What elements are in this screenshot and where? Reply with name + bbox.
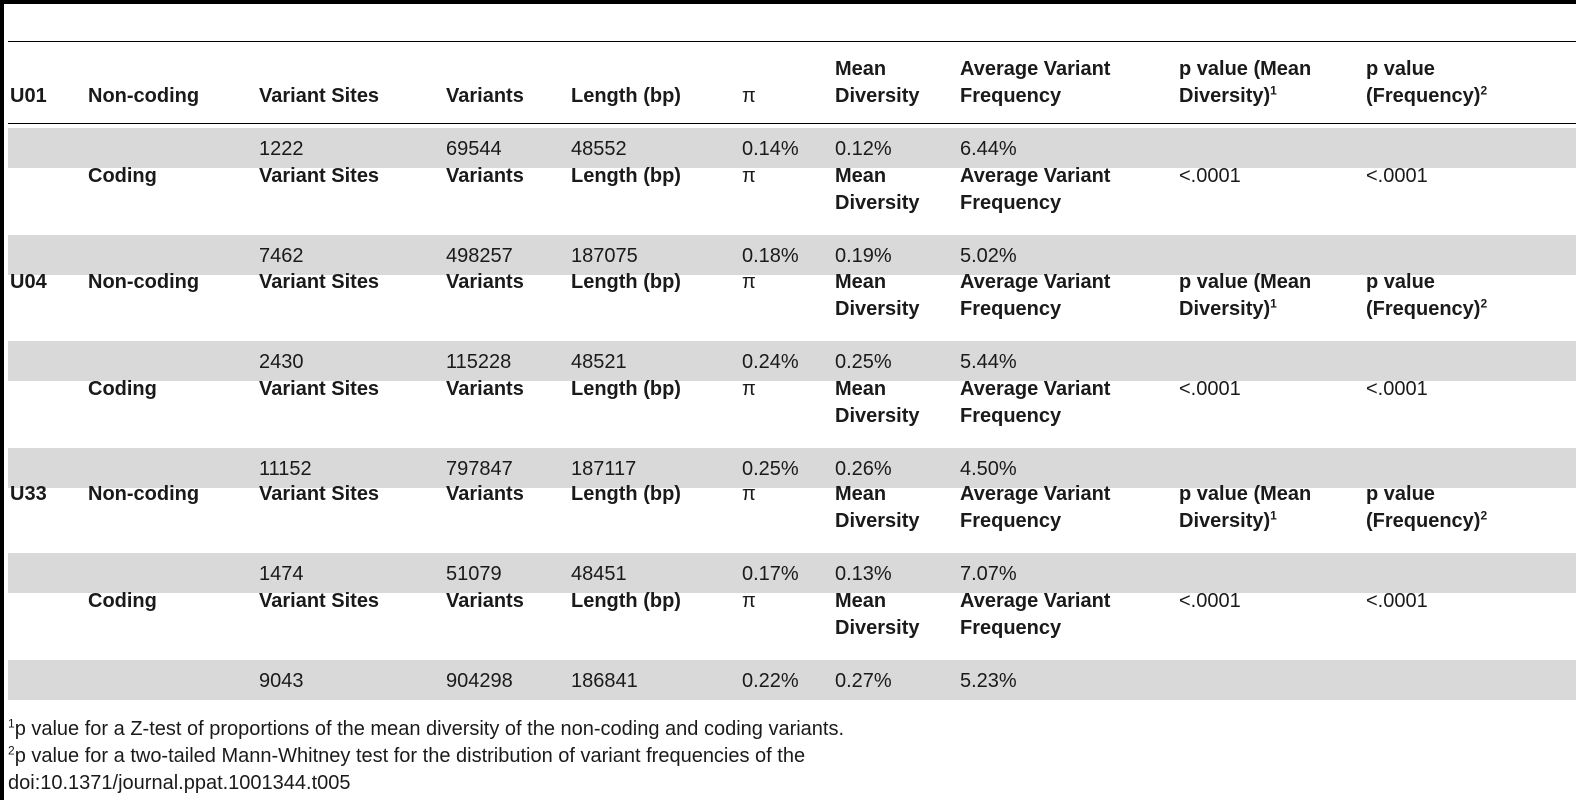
sample-2-noncoding-header-variants xyxy=(446,481,524,508)
sample-2-coding-header-mean-line2-text: Diversity xyxy=(835,617,920,639)
sample-1-noncoding-header-avg-line2-text: Frequency xyxy=(960,298,1062,320)
sample-0-noncoding-data-variants-text: 69544 xyxy=(446,138,502,160)
sample-1-coding-header-avg-line2 xyxy=(960,403,1061,430)
sample-0-noncoding-data-avg xyxy=(960,136,1017,163)
sample-0-noncoding-header-mean-line2-text: Diversity xyxy=(835,85,920,107)
sample-2-noncoding-data-avg xyxy=(960,561,1017,588)
sample-0-coding-header-length xyxy=(571,163,681,190)
sample-1-noncoding-data-avg xyxy=(960,349,1017,376)
sample-2-noncoding-header-length-text: Length (bp) xyxy=(571,483,681,505)
sample-0-noncoding-data-avg-text: 6.44% xyxy=(960,138,1017,160)
sample-2-noncoding-data-pi-text: 0.17% xyxy=(742,563,799,585)
doi-text: doi:10.1371/journal.ppat.1001344.t005 xyxy=(8,772,351,794)
sample-2-noncoding-header-avg-line2 xyxy=(960,508,1061,535)
sample-1-coding-header-avg-line1 xyxy=(960,376,1110,403)
sample-0-p-mean-value xyxy=(1179,163,1241,190)
sample-1-coding-header-pi xyxy=(742,376,756,403)
sample-2-coding-data-variants-text: 904298 xyxy=(446,670,513,692)
sample-0-noncoding-header-pmean-line1 xyxy=(1179,56,1311,83)
sample-0-noncoding-header-pfreq-line1-text: p value xyxy=(1366,58,1435,80)
sample-2-coding-data-mean-text: 0.27% xyxy=(835,670,892,692)
sample-1-label-text: U04 xyxy=(10,271,47,293)
sample-0-noncoding-header-mean-line1-text: Mean xyxy=(835,58,887,80)
sample-1-coding-header-avg-line1-text: Average Variant xyxy=(960,378,1111,400)
sample-2-noncoding-data-mean-text: 0.13% xyxy=(835,563,892,585)
sample-1-noncoding-data-length xyxy=(571,349,627,376)
sample-0-noncoding-header-pmean-line1-text: p value (Mean xyxy=(1179,58,1312,80)
footnote-1-marker: 1 xyxy=(8,716,15,731)
sample-0-coding-header-pi-text: π xyxy=(742,165,756,187)
sample-1-noncoding-header-mean-line1-text: Mean xyxy=(835,271,887,293)
sample-1-noncoding-header-mean-line1 xyxy=(835,269,886,296)
sample-2-noncoding-label-text: Non-coding xyxy=(88,483,200,505)
sample-1-coding-data-mean xyxy=(835,456,892,483)
sample-0-noncoding-header-length xyxy=(571,83,681,110)
sample-1-noncoding-header-length xyxy=(571,269,681,296)
sample-0-noncoding-header-pfreq-line2 xyxy=(1366,83,1487,110)
sample-2-coding-label-text: Coding xyxy=(88,590,157,612)
sample-2-noncoding-header-pi xyxy=(742,481,756,508)
sample-0-p-mean-value-text: <.0001 xyxy=(1179,165,1241,187)
sample-0-label-text: U01 xyxy=(10,85,47,107)
sample-1-noncoding-header-avg-line2 xyxy=(960,296,1061,323)
sample-0-coding-header-avg-line1-text: Average Variant xyxy=(960,165,1111,187)
sample-2-coding-data-pi xyxy=(742,668,799,695)
sample-2-noncoding-header-avg-line1-text: Average Variant xyxy=(960,483,1111,505)
sample-1-noncoding-data-sites-text: 2430 xyxy=(259,351,304,373)
sample-0-coding-data-mean-text: 0.19% xyxy=(835,245,892,267)
sample-1-coding-header-variant-sites-text: Variant Sites xyxy=(259,378,380,400)
sample-1-coding-data-mean-text: 0.26% xyxy=(835,458,892,480)
sample-1-noncoding-header-variants-text: Variants xyxy=(446,271,524,293)
sample-0-p-freq-value-text: <.0001 xyxy=(1366,165,1428,187)
sample-2-label-text: U33 xyxy=(10,483,47,505)
sample-2-coding-data-avg xyxy=(960,668,1017,695)
sample-2-noncoding-header-avg-line2-text: Frequency xyxy=(960,510,1062,532)
sample-2-noncoding-header-variants-text: Variants xyxy=(446,483,524,505)
sample-2-noncoding-header-mean-line1 xyxy=(835,481,886,508)
sample-1-coding-header-variants xyxy=(446,376,524,403)
sample-1-coding-header-mean-line1 xyxy=(835,376,886,403)
sample-1-coding-data-variants xyxy=(446,456,513,483)
sample-0-coding-header-avg-line1 xyxy=(960,163,1110,190)
sample-1-coding-header-variant-sites xyxy=(259,376,379,403)
sample-1-coding-data-pi xyxy=(742,456,799,483)
sample-1-noncoding-data-sites xyxy=(259,349,304,376)
sample-2-noncoding-data-sites-text: 1474 xyxy=(259,563,304,585)
sample-2-coding-header-length-text: Length (bp) xyxy=(571,590,681,612)
sample-2-noncoding-header-pmean-line1 xyxy=(1179,481,1311,508)
sample-0-noncoding-header-variants-text: Variants xyxy=(446,85,524,107)
sample-0-noncoding-label-text: Non-coding xyxy=(88,85,200,107)
sample-1-noncoding-header-pfreq-line2-footnote-marker: 2 xyxy=(1480,296,1488,311)
sample-2-noncoding-label xyxy=(88,481,199,508)
sample-1-coding-header-pi-text: π xyxy=(742,378,756,400)
sample-1-noncoding-header-pmean-line1 xyxy=(1179,269,1311,296)
sample-1-coding-header-mean-line2-text: Diversity xyxy=(835,405,920,427)
sample-2-coding-data-sites-text: 9043 xyxy=(259,670,304,692)
sample-2-noncoding-data-pi xyxy=(742,561,799,588)
sample-2-noncoding-header-pfreq-line2-text: (Frequency) xyxy=(1366,510,1481,532)
sample-0-coding-header-length-text: Length (bp) xyxy=(571,165,681,187)
sample-0-coding-data-variants xyxy=(446,243,513,270)
sample-1-noncoding-header-avg-line1 xyxy=(960,269,1110,296)
sample-1-p-mean-value-text: <.0001 xyxy=(1179,378,1241,400)
sample-1-noncoding-header-variants xyxy=(446,269,524,296)
sample-0-coding-data-avg xyxy=(960,243,1017,270)
sample-1-noncoding-header-mean-line2-text: Diversity xyxy=(835,298,920,320)
sample-2-noncoding-header-avg-line1 xyxy=(960,481,1110,508)
sample-2-coding-header-pi xyxy=(742,588,756,615)
sample-2-noncoding-data-variants-text: 51079 xyxy=(446,563,502,585)
sample-0-coding-label xyxy=(88,163,157,190)
sample-0-noncoding-header-avg-line1-text: Average Variant xyxy=(960,58,1111,80)
footnote-1-text: p value for a Z-test of proportions of the mean diversity of the non-coding and coding variants. xyxy=(14,718,845,740)
sample-0-coding-label-text: Coding xyxy=(88,165,157,187)
sample-0-coding-header-variant-sites xyxy=(259,163,379,190)
sample-0-coding-header-variant-sites-text: Variant Sites xyxy=(259,165,380,187)
sample-1-coding-data-variants-text: 797847 xyxy=(446,458,513,480)
sample-0-noncoding-header-avg-line2 xyxy=(960,83,1061,110)
sample-0-noncoding-header-variant-sites xyxy=(259,83,379,110)
sample-2-p-freq-value-text: <.0001 xyxy=(1366,590,1428,612)
sample-0-coding-data-pi xyxy=(742,243,799,270)
sample-2-label xyxy=(10,481,47,508)
sample-2-noncoding-header-variant-sites xyxy=(259,481,379,508)
sample-2-noncoding-header-variant-sites-text: Variant Sites xyxy=(259,483,380,505)
sample-0-noncoding-header-variants xyxy=(446,83,524,110)
sample-0-noncoding-data-variants xyxy=(446,136,502,163)
sample-1-noncoding-data-avg-text: 5.44% xyxy=(960,351,1017,373)
sample-2-noncoding-header-mean-line1-text: Mean xyxy=(835,483,887,505)
sample-0-noncoding-data-mean xyxy=(835,136,892,163)
sample-1-coding-data-avg xyxy=(960,456,1017,483)
sample-2-noncoding-data-avg-text: 7.07% xyxy=(960,563,1017,585)
sample-2-noncoding-header-pmean-line2 xyxy=(1179,508,1277,535)
sample-2-p-freq-value xyxy=(1366,588,1428,615)
sample-2-noncoding-header-mean-line2 xyxy=(835,508,920,535)
sample-1-noncoding-label-text: Non-coding xyxy=(88,271,200,293)
sample-1-noncoding-header-pmean-line2-text: Diversity) xyxy=(1179,298,1271,320)
sample-0-noncoding-header-mean-line2 xyxy=(835,83,920,110)
sample-0-noncoding-header-pmean-line2-text: Diversity) xyxy=(1179,85,1271,107)
sample-2-noncoding-header-mean-line2-text: Diversity xyxy=(835,510,920,532)
sample-1-noncoding-data-mean xyxy=(835,349,892,376)
sample-0-coding-data-sites-text: 7462 xyxy=(259,245,304,267)
header-rule xyxy=(8,123,1576,124)
sample-1-noncoding-header-pi-text: π xyxy=(742,271,756,293)
sample-2-coding-header-pi-text: π xyxy=(742,590,756,612)
sample-1-noncoding-label xyxy=(88,269,199,296)
sample-0-coding-header-avg-line2-text: Frequency xyxy=(960,192,1062,214)
sample-0-label xyxy=(10,83,47,110)
sample-1-noncoding-data-variants-text: 115228 xyxy=(446,351,512,373)
sample-2-coding-header-variant-sites xyxy=(259,588,379,615)
sample-1-noncoding-header-mean-line2 xyxy=(835,296,920,323)
footnote-2-text: p value for a two-tailed Mann-Whitney test for the distribution of variant frequencies of the xyxy=(14,745,806,767)
sample-2-noncoding-header-pfreq-line2-footnote-marker: 2 xyxy=(1480,508,1488,523)
sample-0-coding-data-variants-text: 498257 xyxy=(446,245,513,267)
sample-2-noncoding-header-length xyxy=(571,481,681,508)
sample-1-coding-header-length-text: Length (bp) xyxy=(571,378,681,400)
sample-2-coding-label xyxy=(88,588,157,615)
sample-0-noncoding-data-pi xyxy=(742,136,799,163)
sample-1-coding-data-length-text: 187117 xyxy=(571,458,637,480)
sample-2-noncoding-header-pi-text: π xyxy=(742,483,756,505)
sample-1-label xyxy=(10,269,47,296)
sample-1-coding-data-avg-text: 4.50% xyxy=(960,458,1017,480)
sample-2-coding-data-pi-text: 0.22% xyxy=(742,670,799,692)
sample-0-noncoding-header-pi-text: π xyxy=(742,85,756,107)
sample-2-coding-header-mean-line1 xyxy=(835,588,886,615)
sample-0-noncoding-header-mean-line1 xyxy=(835,56,886,83)
sample-2-noncoding-data-variants xyxy=(446,561,502,588)
sample-1-coding-data-sites xyxy=(259,456,312,483)
sample-2-coding-header-variant-sites-text: Variant Sites xyxy=(259,590,380,612)
sample-0-noncoding-data-sites xyxy=(259,136,304,163)
sample-2-p-mean-value-text: <.0001 xyxy=(1179,590,1241,612)
sample-1-coding-data-pi-text: 0.25% xyxy=(742,458,799,480)
sample-0-coding-header-mean-line2 xyxy=(835,190,920,217)
sample-2-noncoding-data-mean xyxy=(835,561,892,588)
sample-0-coding-data-length-text: 187075 xyxy=(571,245,638,267)
sample-1-coding-label-text: Coding xyxy=(88,378,157,400)
sample-1-p-freq-value xyxy=(1366,376,1428,403)
sample-0-coding-header-mean-line1 xyxy=(835,163,886,190)
sample-2-noncoding-header-pfreq-line1-text: p value xyxy=(1366,483,1435,505)
footnote-2-marker: 2 xyxy=(8,743,15,758)
sample-1-p-freq-value-text: <.0001 xyxy=(1366,378,1428,400)
sample-0-noncoding-header-pmean-line2 xyxy=(1179,83,1277,110)
sample-2-coding-header-mean-line1-text: Mean xyxy=(835,590,887,612)
sample-0-coding-header-mean-line1-text: Mean xyxy=(835,165,887,187)
sample-1-noncoding-data-length-text: 48521 xyxy=(571,351,627,373)
sample-0-p-freq-value xyxy=(1366,163,1428,190)
sample-0-coding-header-variants xyxy=(446,163,524,190)
sample-1-coding-header-variants-text: Variants xyxy=(446,378,524,400)
sample-2-noncoding-header-pmean-line2-footnote-marker: 1 xyxy=(1270,508,1277,523)
sample-2-coding-header-mean-line2 xyxy=(835,615,920,642)
sample-2-noncoding-header-pmean-line2-text: Diversity) xyxy=(1179,510,1271,532)
sample-2-coding-header-avg-line1 xyxy=(960,588,1110,615)
sample-0-noncoding-header-length-text: Length (bp) xyxy=(571,85,681,107)
sample-2-coding-data-length xyxy=(571,668,638,695)
sample-2-noncoding-header-pfreq-line2 xyxy=(1366,508,1487,535)
sample-1-noncoding-header-pfreq-line2 xyxy=(1366,296,1487,323)
sample-2-coding-header-variants-text: Variants xyxy=(446,590,524,612)
sample-1-noncoding-header-variant-sites xyxy=(259,269,379,296)
sample-0-coding-header-avg-line2 xyxy=(960,190,1061,217)
sample-2-noncoding-data-sites xyxy=(259,561,304,588)
footnote-2 xyxy=(8,743,805,770)
sample-0-noncoding-header-pmean-line2-footnote-marker: 1 xyxy=(1270,83,1277,98)
sample-1-coding-header-mean-line1-text: Mean xyxy=(835,378,887,400)
sample-1-noncoding-header-pmean-line2 xyxy=(1179,296,1277,323)
sample-1-noncoding-header-variant-sites-text: Variant Sites xyxy=(259,271,380,293)
sample-2-p-mean-value xyxy=(1179,588,1241,615)
sample-0-noncoding-header-pi xyxy=(742,83,756,110)
sample-1-p-mean-value xyxy=(1179,376,1241,403)
sample-0-noncoding-header-avg-line1 xyxy=(960,56,1110,83)
sample-1-coding-label xyxy=(88,376,157,403)
sample-2-coding-data-length-text: 186841 xyxy=(571,670,638,692)
sample-0-coding-header-mean-line2-text: Diversity xyxy=(835,192,920,214)
sample-2-coding-data-mean xyxy=(835,668,892,695)
sample-2-coding-data-avg-text: 5.23% xyxy=(960,670,1017,692)
sample-1-coding-data-sites-text: 11152 xyxy=(259,458,312,480)
sample-1-noncoding-data-pi xyxy=(742,349,799,376)
sample-0-coding-header-variants-text: Variants xyxy=(446,165,524,187)
sample-1-noncoding-header-pmean-line2-footnote-marker: 1 xyxy=(1270,296,1277,311)
sample-1-noncoding-header-pmean-line1-text: p value (Mean xyxy=(1179,271,1312,293)
sample-0-noncoding-header-pfreq-line1 xyxy=(1366,56,1435,83)
sample-2-noncoding-header-pmean-line1-text: p value (Mean xyxy=(1179,483,1312,505)
sample-1-coding-header-avg-line2-text: Frequency xyxy=(960,405,1062,427)
sample-2-coding-header-avg-line1-text: Average Variant xyxy=(960,590,1111,612)
sample-0-noncoding-data-mean-text: 0.12% xyxy=(835,138,892,160)
sample-0-noncoding-header-variant-sites-text: Variant Sites xyxy=(259,85,380,107)
table-top-rule xyxy=(8,41,1576,42)
sample-2-coding-data-variants xyxy=(446,668,513,695)
sample-2-coding-header-length xyxy=(571,588,681,615)
sample-1-noncoding-header-avg-line1-text: Average Variant xyxy=(960,271,1111,293)
sample-0-noncoding-data-sites-text: 1222 xyxy=(259,138,304,160)
sample-2-noncoding-header-pfreq-line1 xyxy=(1366,481,1435,508)
sample-1-noncoding-data-variants xyxy=(446,349,511,376)
sample-1-noncoding-header-pfreq-line1-text: p value xyxy=(1366,271,1435,293)
sample-0-noncoding-data-length xyxy=(571,136,627,163)
sample-2-noncoding-data-length-text: 48451 xyxy=(571,563,627,585)
left-border xyxy=(0,0,4,800)
sample-0-coding-data-length xyxy=(571,243,638,270)
sample-2-coding-header-variants xyxy=(446,588,524,615)
sample-0-noncoding-header-pfreq-line2-text: (Frequency) xyxy=(1366,85,1481,107)
sample-1-coding-data-length xyxy=(571,456,636,483)
sample-1-coding-header-mean-line2 xyxy=(835,403,920,430)
sample-2-noncoding-data-length xyxy=(571,561,627,588)
sample-1-noncoding-header-pi xyxy=(742,269,756,296)
sample-2-coding-header-avg-line2-text: Frequency xyxy=(960,617,1062,639)
sample-0-noncoding-label xyxy=(88,83,199,110)
footnote-1 xyxy=(8,716,844,743)
sample-0-coding-data-sites xyxy=(259,243,304,270)
sample-1-noncoding-header-pfreq-line1 xyxy=(1366,269,1435,296)
sample-1-noncoding-header-pfreq-line2-text: (Frequency) xyxy=(1366,298,1481,320)
sample-1-noncoding-data-mean-text: 0.25% xyxy=(835,351,892,373)
sample-0-coding-data-avg-text: 5.02% xyxy=(960,245,1017,267)
sample-1-noncoding-data-pi-text: 0.24% xyxy=(742,351,799,373)
top-border xyxy=(0,0,1576,4)
sample-2-coding-header-avg-line2 xyxy=(960,615,1061,642)
sample-1-coding-header-length xyxy=(571,376,681,403)
sample-2-coding-data-sites xyxy=(259,668,304,695)
sample-0-noncoding-data-length-text: 48552 xyxy=(571,138,627,160)
sample-0-noncoding-header-pfreq-line2-footnote-marker: 2 xyxy=(1480,83,1488,98)
sample-0-noncoding-header-avg-line2-text: Frequency xyxy=(960,85,1062,107)
sample-0-noncoding-data-pi-text: 0.14% xyxy=(742,138,799,160)
sample-0-coding-data-mean xyxy=(835,243,892,270)
sample-0-coding-header-pi xyxy=(742,163,756,190)
sample-1-noncoding-header-length-text: Length (bp) xyxy=(571,271,681,293)
sample-0-coding-data-pi-text: 0.18% xyxy=(742,245,799,267)
